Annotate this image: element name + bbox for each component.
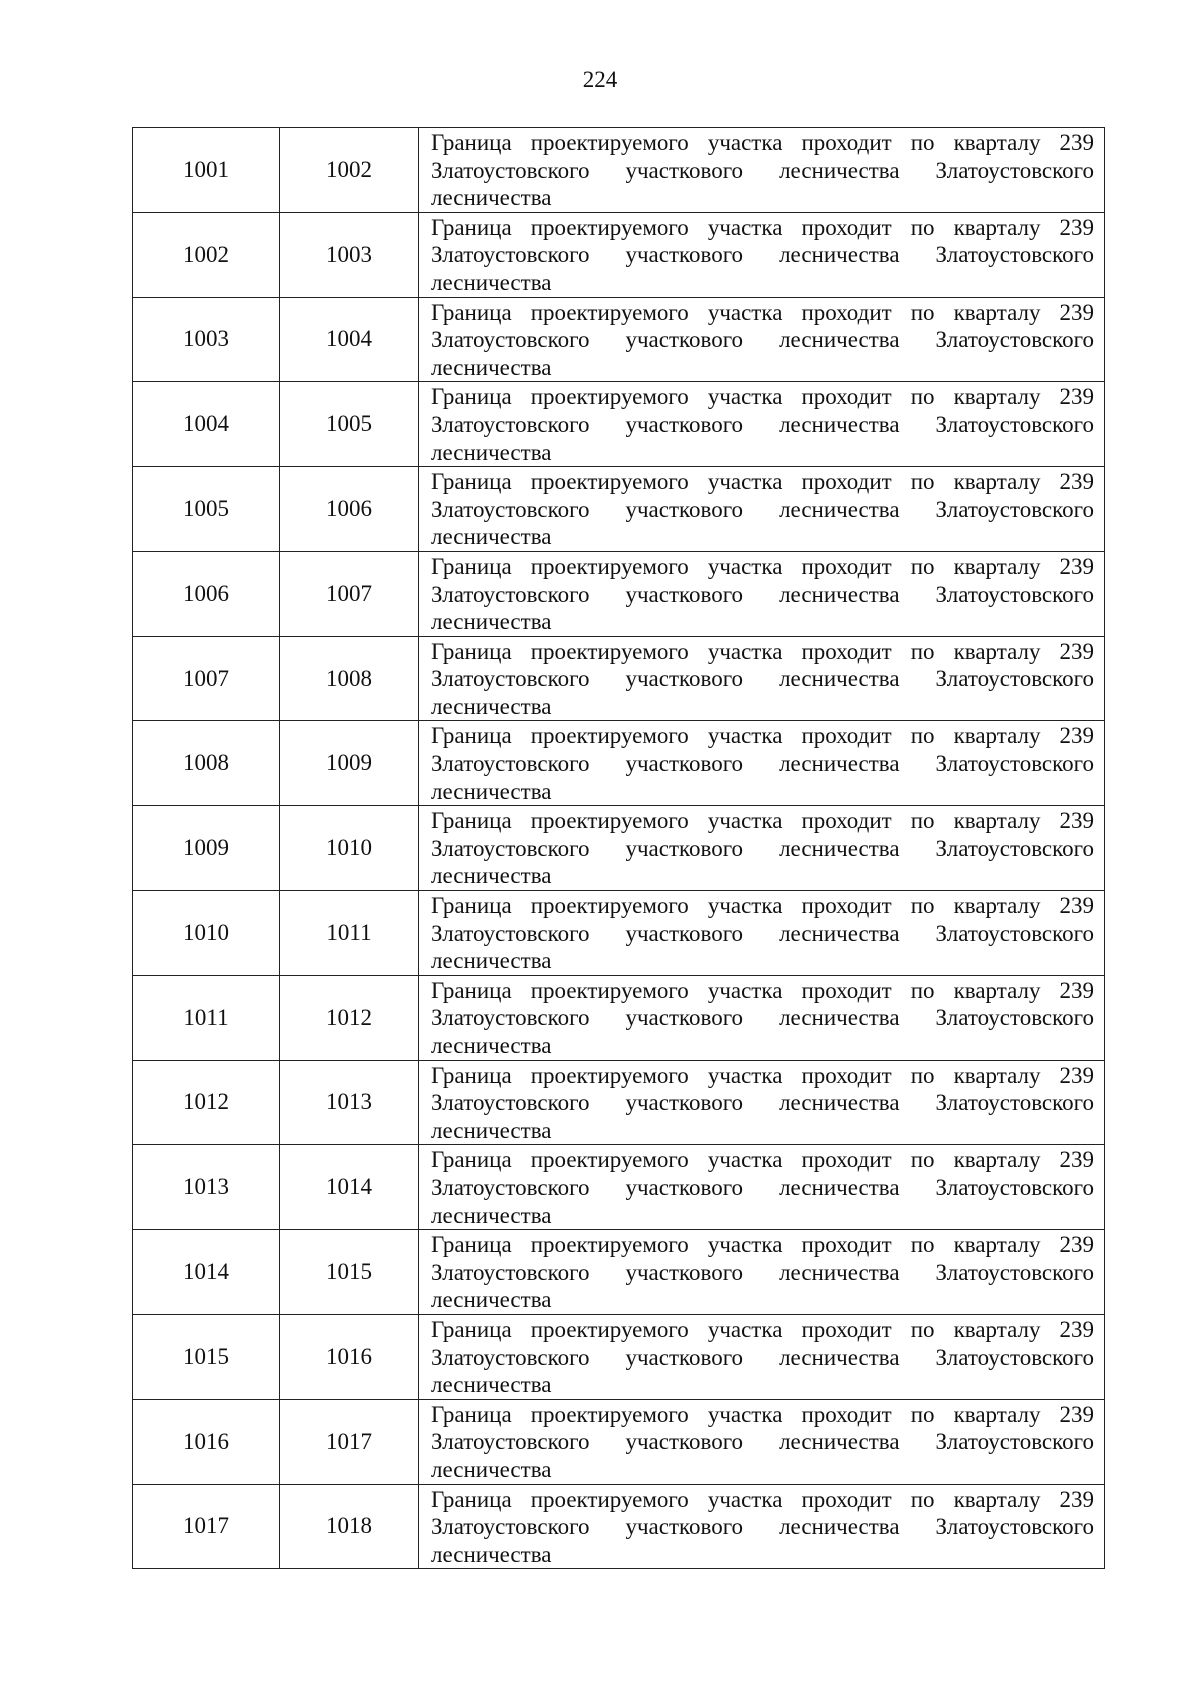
- boundary-description-cell: Граница проектируемого участка проходит по кварталу 239 Златоустовского участкового лесничества Златоустовского лесничества: [419, 551, 1105, 636]
- point-to-cell: 1007: [280, 551, 419, 636]
- boundary-description-cell: Граница проектируемого участка проходит по кварталу 239 Златоустовского участкового лесничества Златоустовского лесничества: [419, 721, 1105, 806]
- table-row: [133, 1060, 1105, 1145]
- boundary-description-cell: Граница проектируемого участка проходит по кварталу 239 Златоустовского участкового лесничества Златоустовского лесничества: [419, 1484, 1105, 1569]
- table-row: [133, 1484, 1105, 1569]
- point-to-cell: 1013: [280, 1060, 419, 1145]
- point-from-cell: 1006: [133, 551, 280, 636]
- point-from-cell: 1001: [133, 128, 280, 213]
- boundary-description-cell: Граница проектируемого участка проходит по кварталу 239 Златоустовского участкового лесничества Златоустовского лесничества: [419, 806, 1105, 891]
- point-to-cell: 1002: [280, 128, 419, 213]
- table-row: [133, 382, 1105, 467]
- table-row: [133, 1230, 1105, 1315]
- boundary-description-cell: Граница проектируемого участка проходит по кварталу 239 Златоустовского участкового лесничества Златоустовского лесничества: [419, 382, 1105, 467]
- table-row: [133, 467, 1105, 552]
- boundary-description-cell: Граница проектируемого участка проходит по кварталу 239 Златоустовского участкового лесничества Златоустовского лесничества: [419, 1060, 1105, 1145]
- point-to-cell: 1015: [280, 1230, 419, 1315]
- table-row: [133, 1314, 1105, 1399]
- boundary-description-cell: Граница проектируемого участка проходит по кварталу 239 Златоустовского участкового лесничества Златоустовского лесничества: [419, 467, 1105, 552]
- table-row: [133, 721, 1105, 806]
- point-from-cell: 1008: [133, 721, 280, 806]
- boundary-description-cell: Граница проектируемого участка проходит по кварталу 239 Златоустовского участкового лесничества Златоустовского лесничества: [419, 975, 1105, 1060]
- point-to-cell: 1014: [280, 1145, 419, 1230]
- point-from-cell: 1010: [133, 891, 280, 976]
- point-to-cell: 1018: [280, 1484, 419, 1569]
- table-body: [133, 128, 1105, 1569]
- point-from-cell: 1015: [133, 1314, 280, 1399]
- point-from-cell: 1007: [133, 636, 280, 721]
- point-to-cell: 1009: [280, 721, 419, 806]
- point-from-cell: 1011: [133, 975, 280, 1060]
- point-to-cell: 1016: [280, 1314, 419, 1399]
- boundary-description-cell: Граница проектируемого участка проходит по кварталу 239 Златоустовского участкового лесничества Златоустовского лесничества: [419, 636, 1105, 721]
- point-from-cell: 1005: [133, 467, 280, 552]
- point-to-cell: 1003: [280, 212, 419, 297]
- point-to-cell: 1012: [280, 975, 419, 1060]
- point-from-cell: 1004: [133, 382, 280, 467]
- table-row: [133, 1145, 1105, 1230]
- boundary-description-cell: Граница проектируемого участка проходит по кварталу 239 Златоустовского участкового лесничества Златоустовского лесничества: [419, 128, 1105, 213]
- boundary-description-cell: Граница проектируемого участка проходит по кварталу 239 Златоустовского участкового лесничества Златоустовского лесничества: [419, 1145, 1105, 1230]
- boundary-description-cell: Граница проектируемого участка проходит по кварталу 239 Златоустовского участкового лесничества Златоустовского лесничества: [419, 1399, 1105, 1484]
- point-to-cell: 1011: [280, 891, 419, 976]
- boundary-description-cell: Граница проектируемого участка проходит по кварталу 239 Златоустовского участкового лесничества Златоустовского лесничества: [419, 297, 1105, 382]
- point-from-cell: 1014: [133, 1230, 280, 1315]
- boundary-table: [132, 127, 1105, 1569]
- point-to-cell: 1008: [280, 636, 419, 721]
- boundary-description-cell: Граница проектируемого участка проходит по кварталу 239 Златоустовского участкового лесничества Златоустовского лесничества: [419, 891, 1105, 976]
- boundary-description-cell: Граница проектируемого участка проходит по кварталу 239 Златоустовского участкового лесничества Златоустовского лесничества: [419, 1230, 1105, 1315]
- point-to-cell: 1005: [280, 382, 419, 467]
- point-to-cell: 1006: [280, 467, 419, 552]
- table-row: [133, 1399, 1105, 1484]
- point-from-cell: 1013: [133, 1145, 280, 1230]
- boundary-description-cell: Граница проектируемого участка проходит по кварталу 239 Златоустовского участкового лесничества Златоустовского лесничества: [419, 212, 1105, 297]
- point-from-cell: 1017: [133, 1484, 280, 1569]
- table-row: [133, 551, 1105, 636]
- table-row: [133, 636, 1105, 721]
- table-row: [133, 891, 1105, 976]
- point-to-cell: 1017: [280, 1399, 419, 1484]
- page-number: 224: [582, 67, 618, 92]
- point-from-cell: 1016: [133, 1399, 280, 1484]
- table-row: [133, 975, 1105, 1060]
- table-row: [133, 212, 1105, 297]
- table-row: [133, 806, 1105, 891]
- point-from-cell: 1012: [133, 1060, 280, 1145]
- point-from-cell: 1009: [133, 806, 280, 891]
- point-to-cell: 1004: [280, 297, 419, 382]
- point-from-cell: 1002: [133, 212, 280, 297]
- point-to-cell: 1010: [280, 806, 419, 891]
- table-row: [133, 297, 1105, 382]
- boundary-description-cell: Граница проектируемого участка проходит по кварталу 239 Златоустовского участкового лесничества Златоустовского лесничества: [419, 1314, 1105, 1399]
- table-row: [133, 128, 1105, 213]
- point-from-cell: 1003: [133, 297, 280, 382]
